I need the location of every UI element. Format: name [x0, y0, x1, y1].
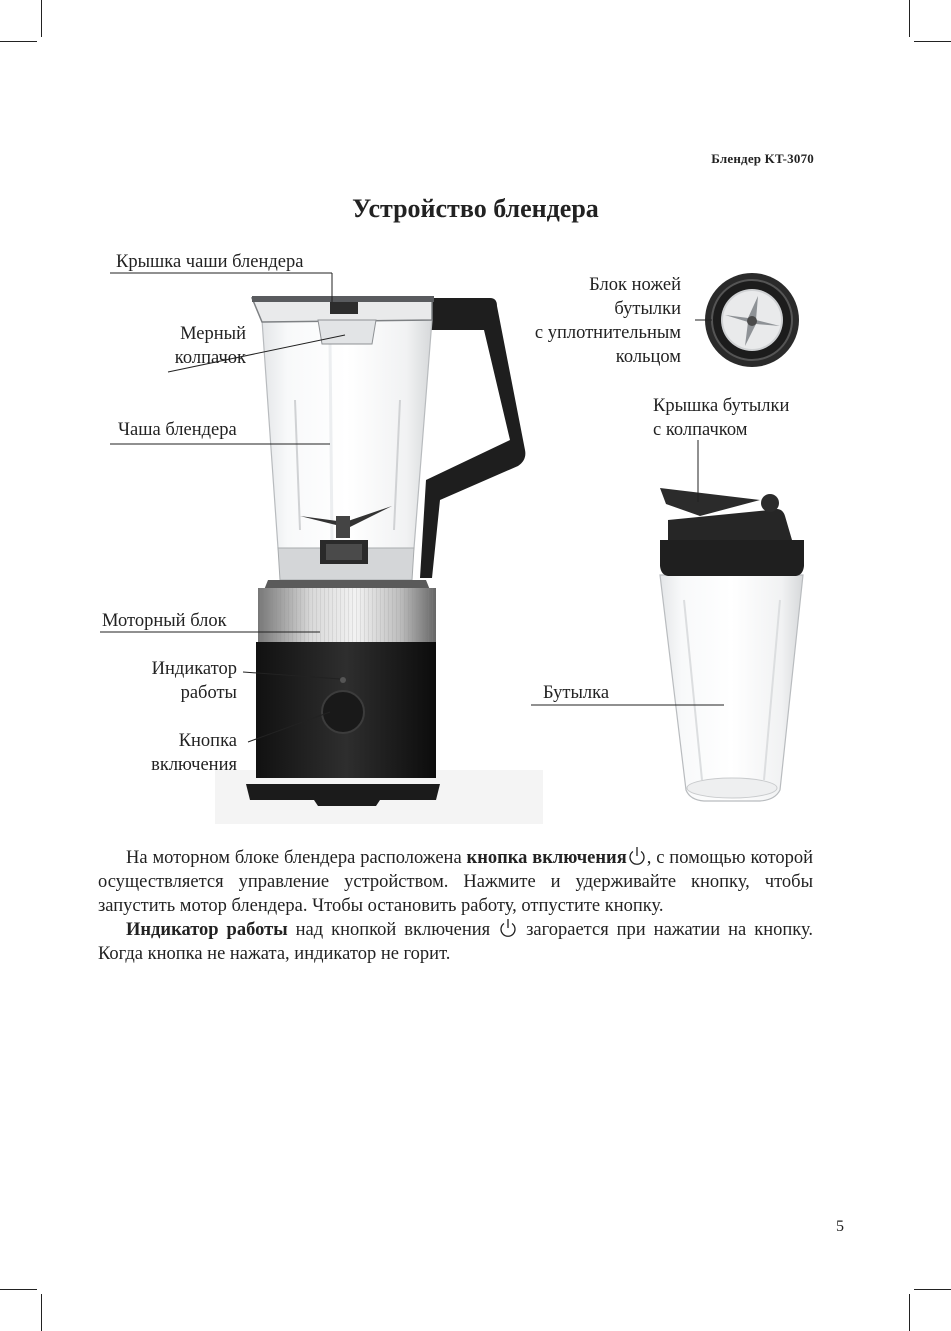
- crop-mark: [0, 1289, 37, 1290]
- label-indicator: [100, 657, 237, 705]
- label-bottle-lid: [653, 394, 789, 442]
- crop-mark: [914, 1289, 951, 1290]
- crop-mark: [909, 1294, 910, 1331]
- label-bottle-lid-line2: с колпачком: [653, 420, 748, 440]
- label-blade-line3: с уплотнительным: [534, 323, 681, 343]
- label-lid: Крышка чаши блендера: [116, 252, 304, 272]
- label-blade-line2: бутылки: [614, 299, 681, 319]
- label-measuring-cap-line2: колпачок: [174, 348, 246, 368]
- page-number: 5: [836, 1218, 844, 1235]
- paragraph-1: [98, 846, 813, 918]
- page-title: Устройство блендера: [352, 194, 599, 223]
- label-measuring-cap: [120, 322, 246, 370]
- power-icon: [499, 918, 517, 938]
- label-bottle: Бутылка: [543, 683, 610, 703]
- label-button: [100, 729, 237, 777]
- power-button: [322, 691, 364, 733]
- bottle-blade-unit: [705, 273, 799, 367]
- p1-text-end: , с помощью которой осуществляется управление устройством. Нажмите и удерживайте кнопку, чтобы запустить мотор блендера. Чтобы остановить работу, отпустите кнопку.: [98, 848, 813, 916]
- label-measuring-cap-line1: Мерный: [180, 324, 246, 344]
- label-indicator-line2: работы: [180, 683, 237, 703]
- power-icon: [628, 846, 646, 866]
- p2-text-end: загорается при нажатии на кнопку. Когда кнопка не нажата, индикатор не горит.: [98, 920, 813, 964]
- label-button-line1: Кнопка: [178, 731, 237, 751]
- label-indicator-line1: Индикатор: [151, 659, 237, 679]
- bottle-lid: [660, 488, 804, 576]
- body-text: [98, 846, 813, 966]
- running-header: Блендер KT-3070: [711, 151, 814, 166]
- label-bottle-lid-line1: Крышка бутылки: [653, 396, 790, 416]
- label-blade-unit: [480, 273, 681, 369]
- label-blade-line1: Блок ножей: [589, 275, 681, 295]
- crop-mark: [41, 1294, 42, 1331]
- p2-text-middle: над кнопкой включения: [287, 920, 499, 940]
- indicator-light: [340, 677, 346, 683]
- p2-bold-term: Индикатор работы: [126, 920, 288, 940]
- paragraph-2: [98, 918, 813, 966]
- measuring-cap: [318, 320, 376, 344]
- p1-text-start: На моторном блоке блендера расположена: [126, 848, 467, 868]
- label-blade-line4: кольцом: [615, 347, 681, 367]
- label-jar: Чаша блендера: [118, 420, 237, 440]
- label-button-line2: включения: [151, 755, 237, 775]
- bottle: [660, 575, 803, 801]
- p1-bold-term: кнопка включения: [466, 848, 627, 868]
- label-motor: Моторный блок: [102, 611, 227, 631]
